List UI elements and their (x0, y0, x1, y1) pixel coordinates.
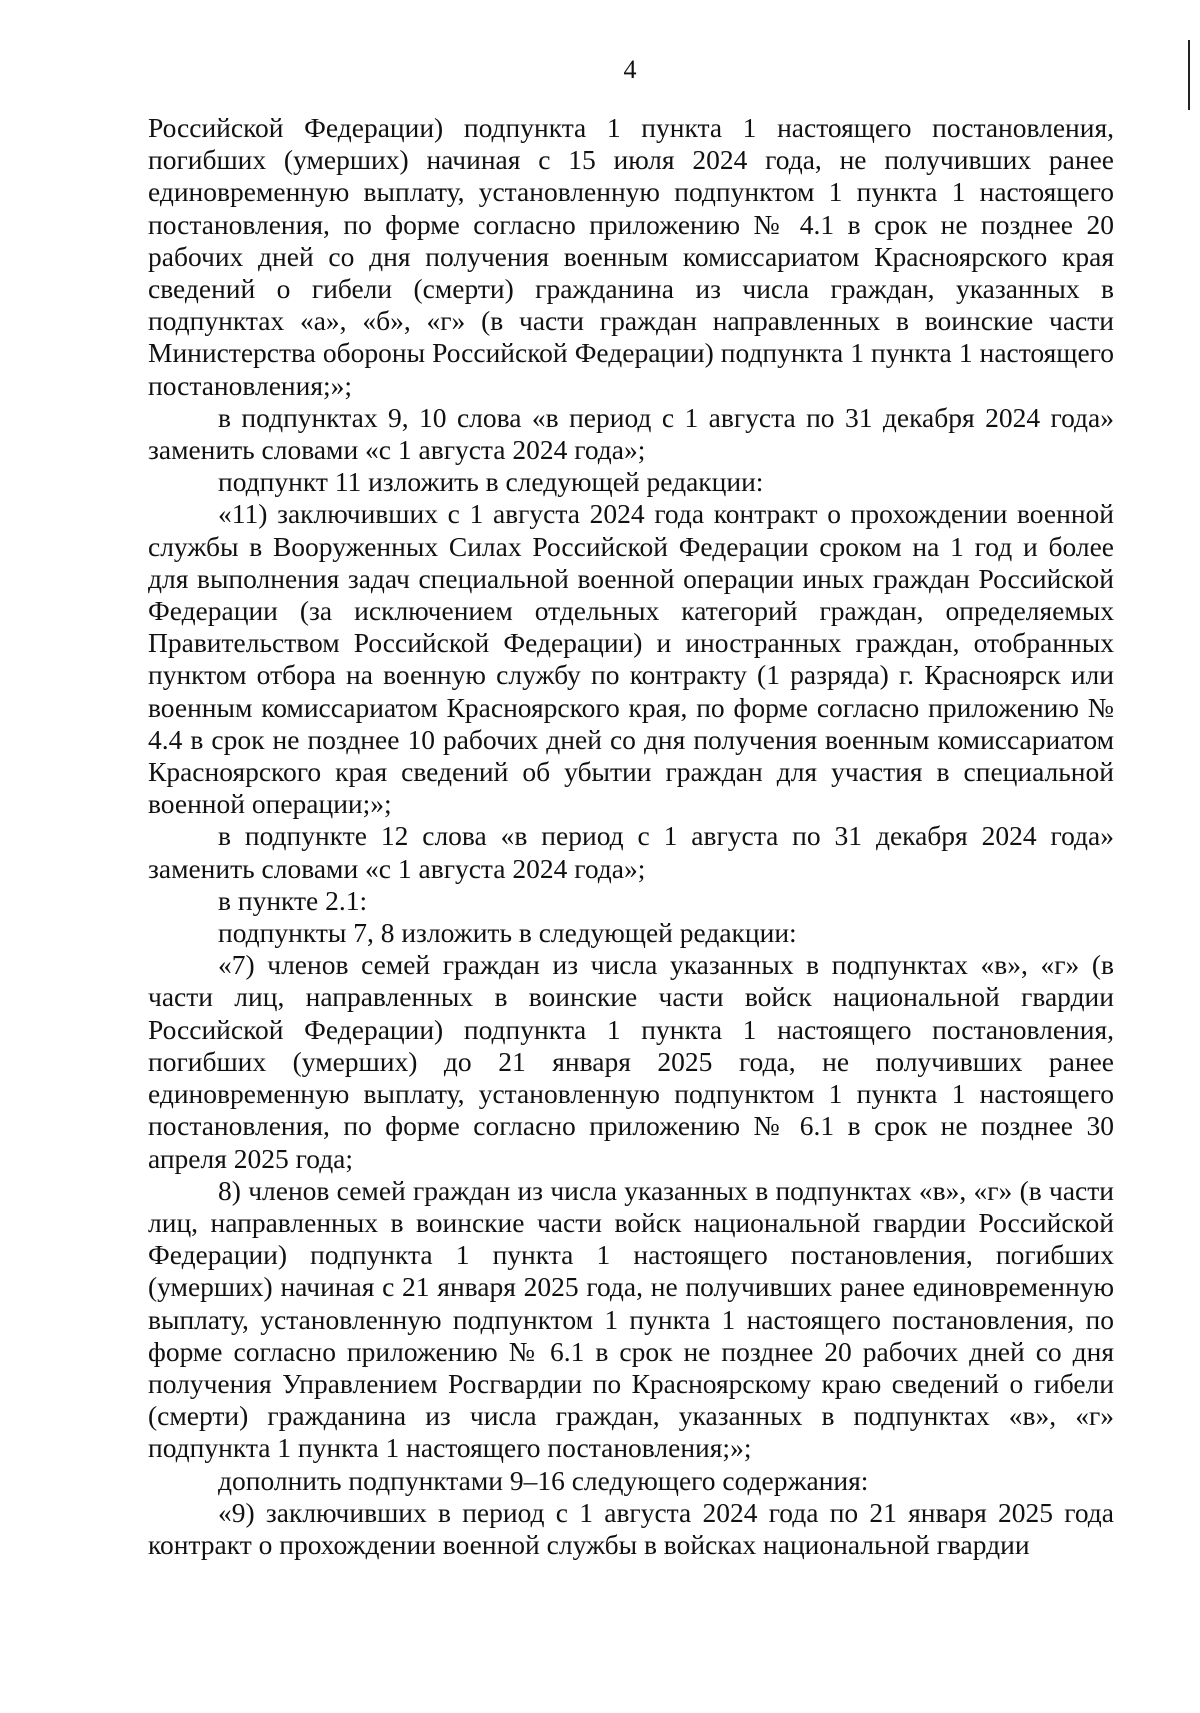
document-body (148, 112, 1114, 1561)
paragraph-subitem-7: «7) членов семей граждан из числа указанных в подпунктах «в», «г» (в части лиц, направленных в воинские части войск национальной гвардии Российской Федерации) подпункта 1 пункта 1 настоящего постановления, погибших (умерших) до 21 января 2025 года, не получивших ранее единовременную выплату, установленную подпунктом 1 пункта 1 настоящего постановления, по форме согласно приложению № 6.1 в срок не позднее 30 апреля 2025 года; (148, 949, 1114, 1174)
paragraph-subitems-9-16-intro: дополнить подпунктами 9–16 следующего содержания: (218, 1464, 869, 1496)
paragraph-point-2-1: в пункте 2.1: (218, 884, 368, 916)
paragraph-subitem-11-intro: подпункт 11 изложить в следующей редакции: (218, 466, 764, 498)
paragraph-subitem-9: «9) заключивших в период с 1 августа 2024 года по 21 января 2025 года контракт о прохождении военной службы в войсках национальной гвардии (148, 1496, 1114, 1560)
paragraph-subitem-12: в подпункте 12 слова «в период с 1 августа по 31 декабря 2024 года» заменить словами «с 1 августа 2024 года»; (148, 820, 1114, 884)
paragraph-subitem-11-text: «11) заключивших с 1 августа 2024 года контракт о прохождении военной службы в Вооруженных Силах Российской Федерации сроком на 1 год и более для выполнения задач специальной военной операции иных граждан Российской Федерации (за исключением отдельных категорий граждан, определяемых Правительством Российской Федерации) и иностранных граждан, отобранных пунктом отбора на военную службу по контракту (1 разряда) г. Красноярск или военным комиссариатом Красноярского края, по форме согласно приложению № 4.4 в срок не позднее 10 рабочих дней со дня получения военным комиссариатом Красноярского края сведений об убытии граждан для участия в специальной военной операции;»; (148, 498, 1114, 820)
paragraph-subitems-9-10: в подпунктах 9, 10 слова «в период с 1 августа по 31 декабря 2024 года» заменить словами «с 1 августа 2024 года»; (148, 401, 1114, 466)
page-number: 4 (623, 55, 637, 84)
paragraph-subitems-7-8-intro: подпункты 7, 8 изложить в следующей редакции: (218, 917, 797, 949)
paragraph-subitem-8: 8) членов семей граждан из числа указанных в подпунктах «в», «г» (в части лиц, направленных в воинские части войск национальной гвардии Российской Федерации) подпункта 1 пункта 1 настоящего постановления, погибших (умерших) начиная с 21 января 2025 года, не получивших ранее единовременную выплату, установленную подпунктом 1 пункта 1 настоящего постановления, по форме согласно приложению № 6.1 в срок не позднее 20 рабочих дней со дня получения Управлением Росгвардии по Красноярскому краю сведений о гибели (смерти) гражданина из числа граждан, указанных в подпунктах «в», «г» подпункта 1 пункта 1 настоящего постановления;»; (148, 1174, 1114, 1464)
paragraph-continuation: Российской Федерации) подпункта 1 пункта 1 настоящего постановления, погибших (умерших) начиная с 15 июля 2024 года, не получивших ранее единовременную выплату, установленную подпунктом 1 пункта 1 настоящего постановления, по форме согласно приложению № 4.1 в срок не позднее 20 рабочих дней со дня получения военным комиссариатом Красноярского края сведений о гибели (смерти) гражданина из числа граждан, указанных в подпунктах «а», «б», «г» (в части граждан направленных в воинские части Министерства обороны Российской Федерации) подпункта 1 пункта 1 настоящего постановления;»; (148, 112, 1114, 401)
